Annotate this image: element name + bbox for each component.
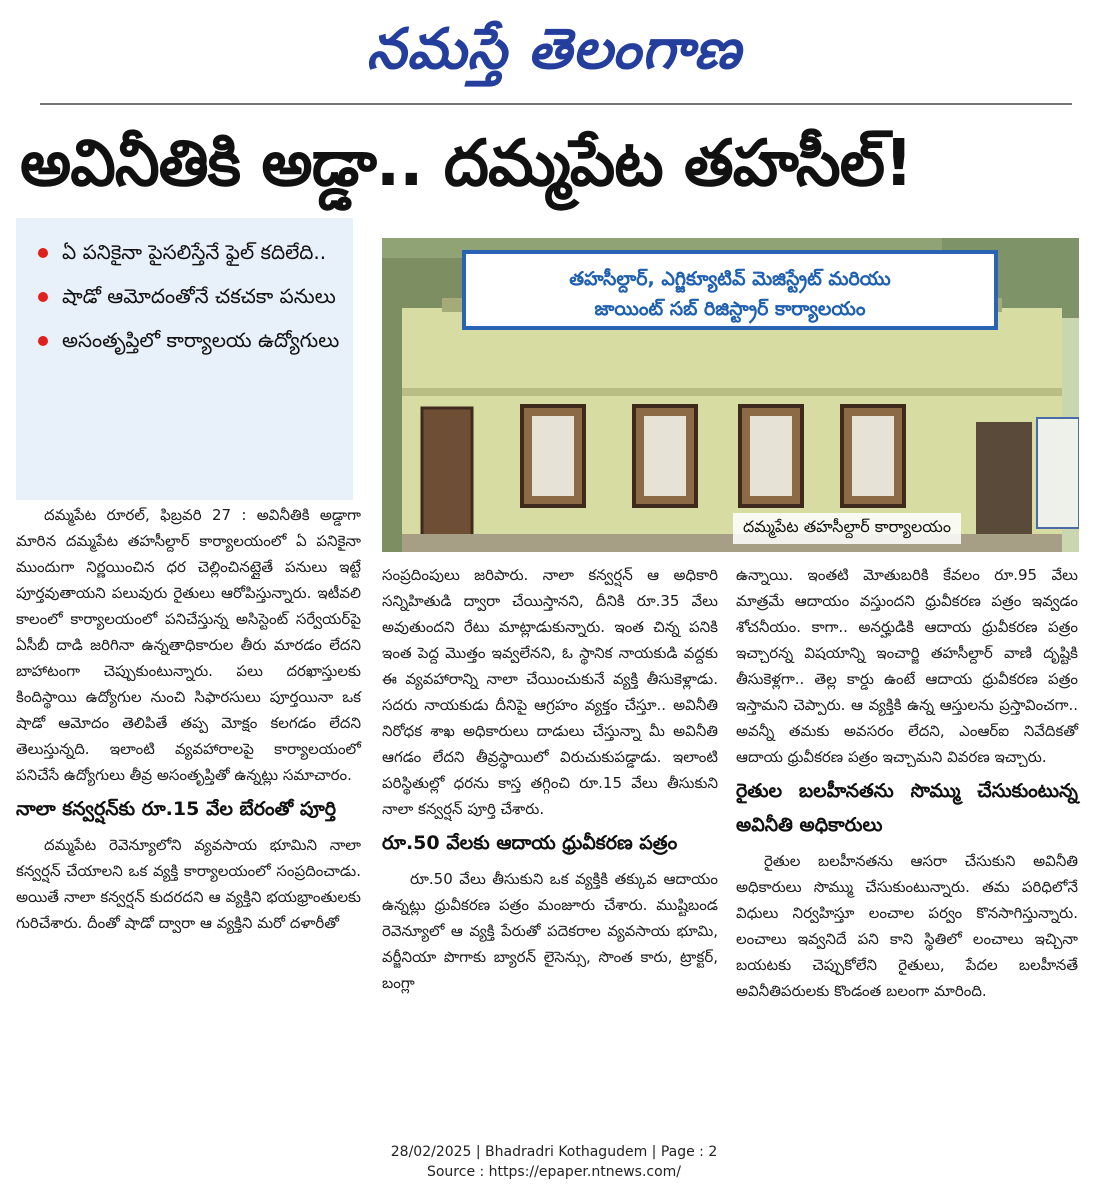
- footer-date-edition: 28/02/2025 | Bhadradri Kothagudem | Page : 2: [390, 1144, 718, 1160]
- highlight-item: అసంతృప్తిలో కార్యాలయ ఉద్యోగులు: [36, 318, 343, 362]
- photo-caption: దమ్మపేట తహసీల్దార్‌ కార్యాలయం: [733, 513, 961, 544]
- office-building-illustration: [382, 238, 1079, 552]
- headline: అవినీతికి అడ్డా.. దమ్మపేట తహసీల్‌!: [20, 127, 913, 201]
- article-paragraph: రైతుల బలహీనతను ఆసరా చేసుకుని అవినీతి అధికారులు సొమ్ము చేసుకుంటున్నారు. తమ పరిధిలోనే విధులు నిర్వహిస్తూ లంచాల పర్వం కొనసాగిస్తున్నారు. లంచాలు ఇవ్వనిదే పని కాని స్థితిలో లంచాలు ఇచ్చినా బయటకు చెప్పుకోలేని రైతులు, పేదల బలహీనతే అవినీతిపరులకు కొండంత బలంగా మారింది.: [736, 852, 1078, 1000]
- article-paragraph: దమ్మపేట రెవెన్యూలోని వ్యవసాయ భూమిని నాలా కన్వర్షన్‌ చేయాలని ఒక వ్యక్తి కార్యాలయంలో సంప్రదించాడు. అయితే నాలా కన్వర్షన్‌ కుదరదని ఆ వ్యక్తిని భయభ్రాంతులకు గురిచేశారు. దీంతో షాడో ద్వారా ఆ వ్యక్తిని మరో దళారీతో: [16, 836, 361, 932]
- article-column-1: [16, 502, 361, 936]
- footer-source-link[interactable]: Source : https://epaper.ntnews.com/: [426, 1164, 682, 1180]
- sign-line-1: తహసీల్దార్‌, ఎగ్జిక్యూటివ్‌ మెజిస్ట్రేట్‌ మరియు: [569, 268, 891, 290]
- subheading: రూ.50 వేలకు ఆదాయ ధ్రువీకరణ పత్రం: [382, 832, 678, 854]
- subheading: నాలా కన్వర్షన్‌కు రూ.15 వేల బేరంతో పూర్తి: [16, 798, 336, 820]
- bullet-icon: [38, 336, 48, 346]
- article-paragraph: సంప్రదింపులు జరిపారు. నాలా కన్వర్షన్‌ ఆ అధికారి సన్నిహితుడి ద్వారా చేయిస్తానని, దీనికి రూ.35 వేలు అవుతుందని రేటు మాట్లాడుకున్నారు. ఇంత చిన్న పనికి ఇంత పెద్ద మొత్తం ఇవ్వలేనని, ఓ స్థానిక నాయకుడి వద్దకు ఈ వ్యవహారాన్ని నాలా చేయించుకునే వ్యక్తి తీసుకెళ్లాడు. సదరు నాయకుడు దీనిపై ఆగ్రహం వ్యక్తం చేస్తూ.. అవినీతి నిరోధక శాఖ అధికారులు దాడులు చేస్తున్నా మీ అవినీతి ఆగడం లేదని తీవ్రస్థాయిలో విరుచుకుపడ్డాడు. ఇలాంటి పరిస్థితుల్లో ధరను కాస్త తగ్గించి రూ.15 వేలు తీసుకుని నాలా కన్వర్షన్‌ పూర్తి చేశారు.: [382, 566, 718, 818]
- office-photo: [382, 238, 1079, 552]
- article-paragraph: రూ.50 వేలు తీసుకుని ఒక వ్యక్తికి తక్కువ ఆదాయం ఉన్నట్లు ధ్రువీకరణ పత్రం మంజూరు చేశారు. ముష్టిబండ రెవెన్యూలో ఆ వ్యక్తి పేరుతో పదెకరాల వ్యవసాయ భూమి, వర్జీనియా పొగాకు బ్యారన్‌ లైసెన్సు, సొంత కారు, ట్రాక్టర్‌, బంగ్లా: [382, 870, 718, 992]
- article-paragraph: ఉన్నాయి. ఇంతటి మోతుబరికి కేవలం రూ.95 వేలు మాత్రమే ఆదాయం వస్తుందని ధ్రువీకరణ పత్రం ఇవ్వడం శోచనీయం. కాగా.. అనర్హుడికి ఆదాయ ధ్రువీకరణ పత్రం ఇచ్చారన్న విషయాన్ని ఇంచార్జి తహసీల్దార్‌ వాణి దృష్టికి తీసుకెళ్లగా.. తెల్ల కార్డు ఉంటే ఆదాయ ధ్రువీకరణ పత్రం ఇస్తామని చెప్పారు. ఆ వ్యక్తికి ఉన్న ఆస్తులను ప్రస్తావించగా.. అవన్నీ తమకు అవసరం లేదని, ఎంఆర్‌ఐ నివేదికతో ఆదాయ ధ్రువీకరణ పత్రం ఇచ్చామని వివరణ ఇచ్చారు.: [736, 566, 1078, 766]
- page-footer: [0, 1142, 1108, 1182]
- bullet-icon: [38, 292, 48, 302]
- masthead: [0, 8, 1108, 90]
- masthead-divider: [40, 103, 1072, 105]
- bullet-icon: [38, 248, 48, 258]
- article-paragraph: దమ్మపేట రూరల్‌, ఫిబ్రవరి 27 : అవినీతికి అడ్డాగా మారిన దమ్మపేట తహసీల్దార్‌ కార్యాలయంలో ఏ పనికైనా ముందుగా నిర్ణయించిన ధర చెల్లించినట్లైతే పనులు ఇట్టే పూర్తవుతాయని పలువురు రైతులు ఆరోపిస్తున్నారు. ఇటీవలి కాలంలో కార్యాలయంలో పనిచేస్తున్న అసిస్టెంట్‌ సర్వేయర్‌పై ఏసీబీ దాడి జరిగినా ఉన్నతాధికారుల తీరు మారడం లేదని బాహాటంగా చెప్పుకుంటున్నారు. పలు దరఖాస్తులకు కిందిస్థాయి ఉద్యోగుల నుంచి సిఫారసులు పూర్తయినా ఒక షాడో ఆమోదం తెలిపితే తప్ప మోక్షం కలగడం లేదని తెలుస్తున్నది. ఇలాంటి వ్యవహారాలపై కార్యాలయంలో పనిచేసే ఉద్యోగులు తీవ్ర అసంతృప్తితో ఉన్నట్లు సమాచారం.: [16, 506, 361, 784]
- highlight-item: షాడో ఆమోదంతోనే చకచకా పనులు: [36, 274, 343, 318]
- sign-line-2: జాయింట్‌ సబ్‌ రిజిస్ట్రార్‌ కార్యాలయం: [594, 298, 866, 320]
- article-column-3: [736, 562, 1078, 1004]
- highlights-box: [16, 218, 353, 500]
- article-column-2: [382, 562, 718, 996]
- highlight-item: ఏ పనికైనా పైసలిస్తేనే ఫైల్‌ కదిలేది..: [36, 230, 343, 274]
- subheading: రైతుల బలహీనతను సొమ్ము చేసుకుంటున్న అవినీతి అధికారులు: [736, 780, 1078, 836]
- newspaper-logo: నమస్తే తెలంగాణ: [366, 16, 742, 82]
